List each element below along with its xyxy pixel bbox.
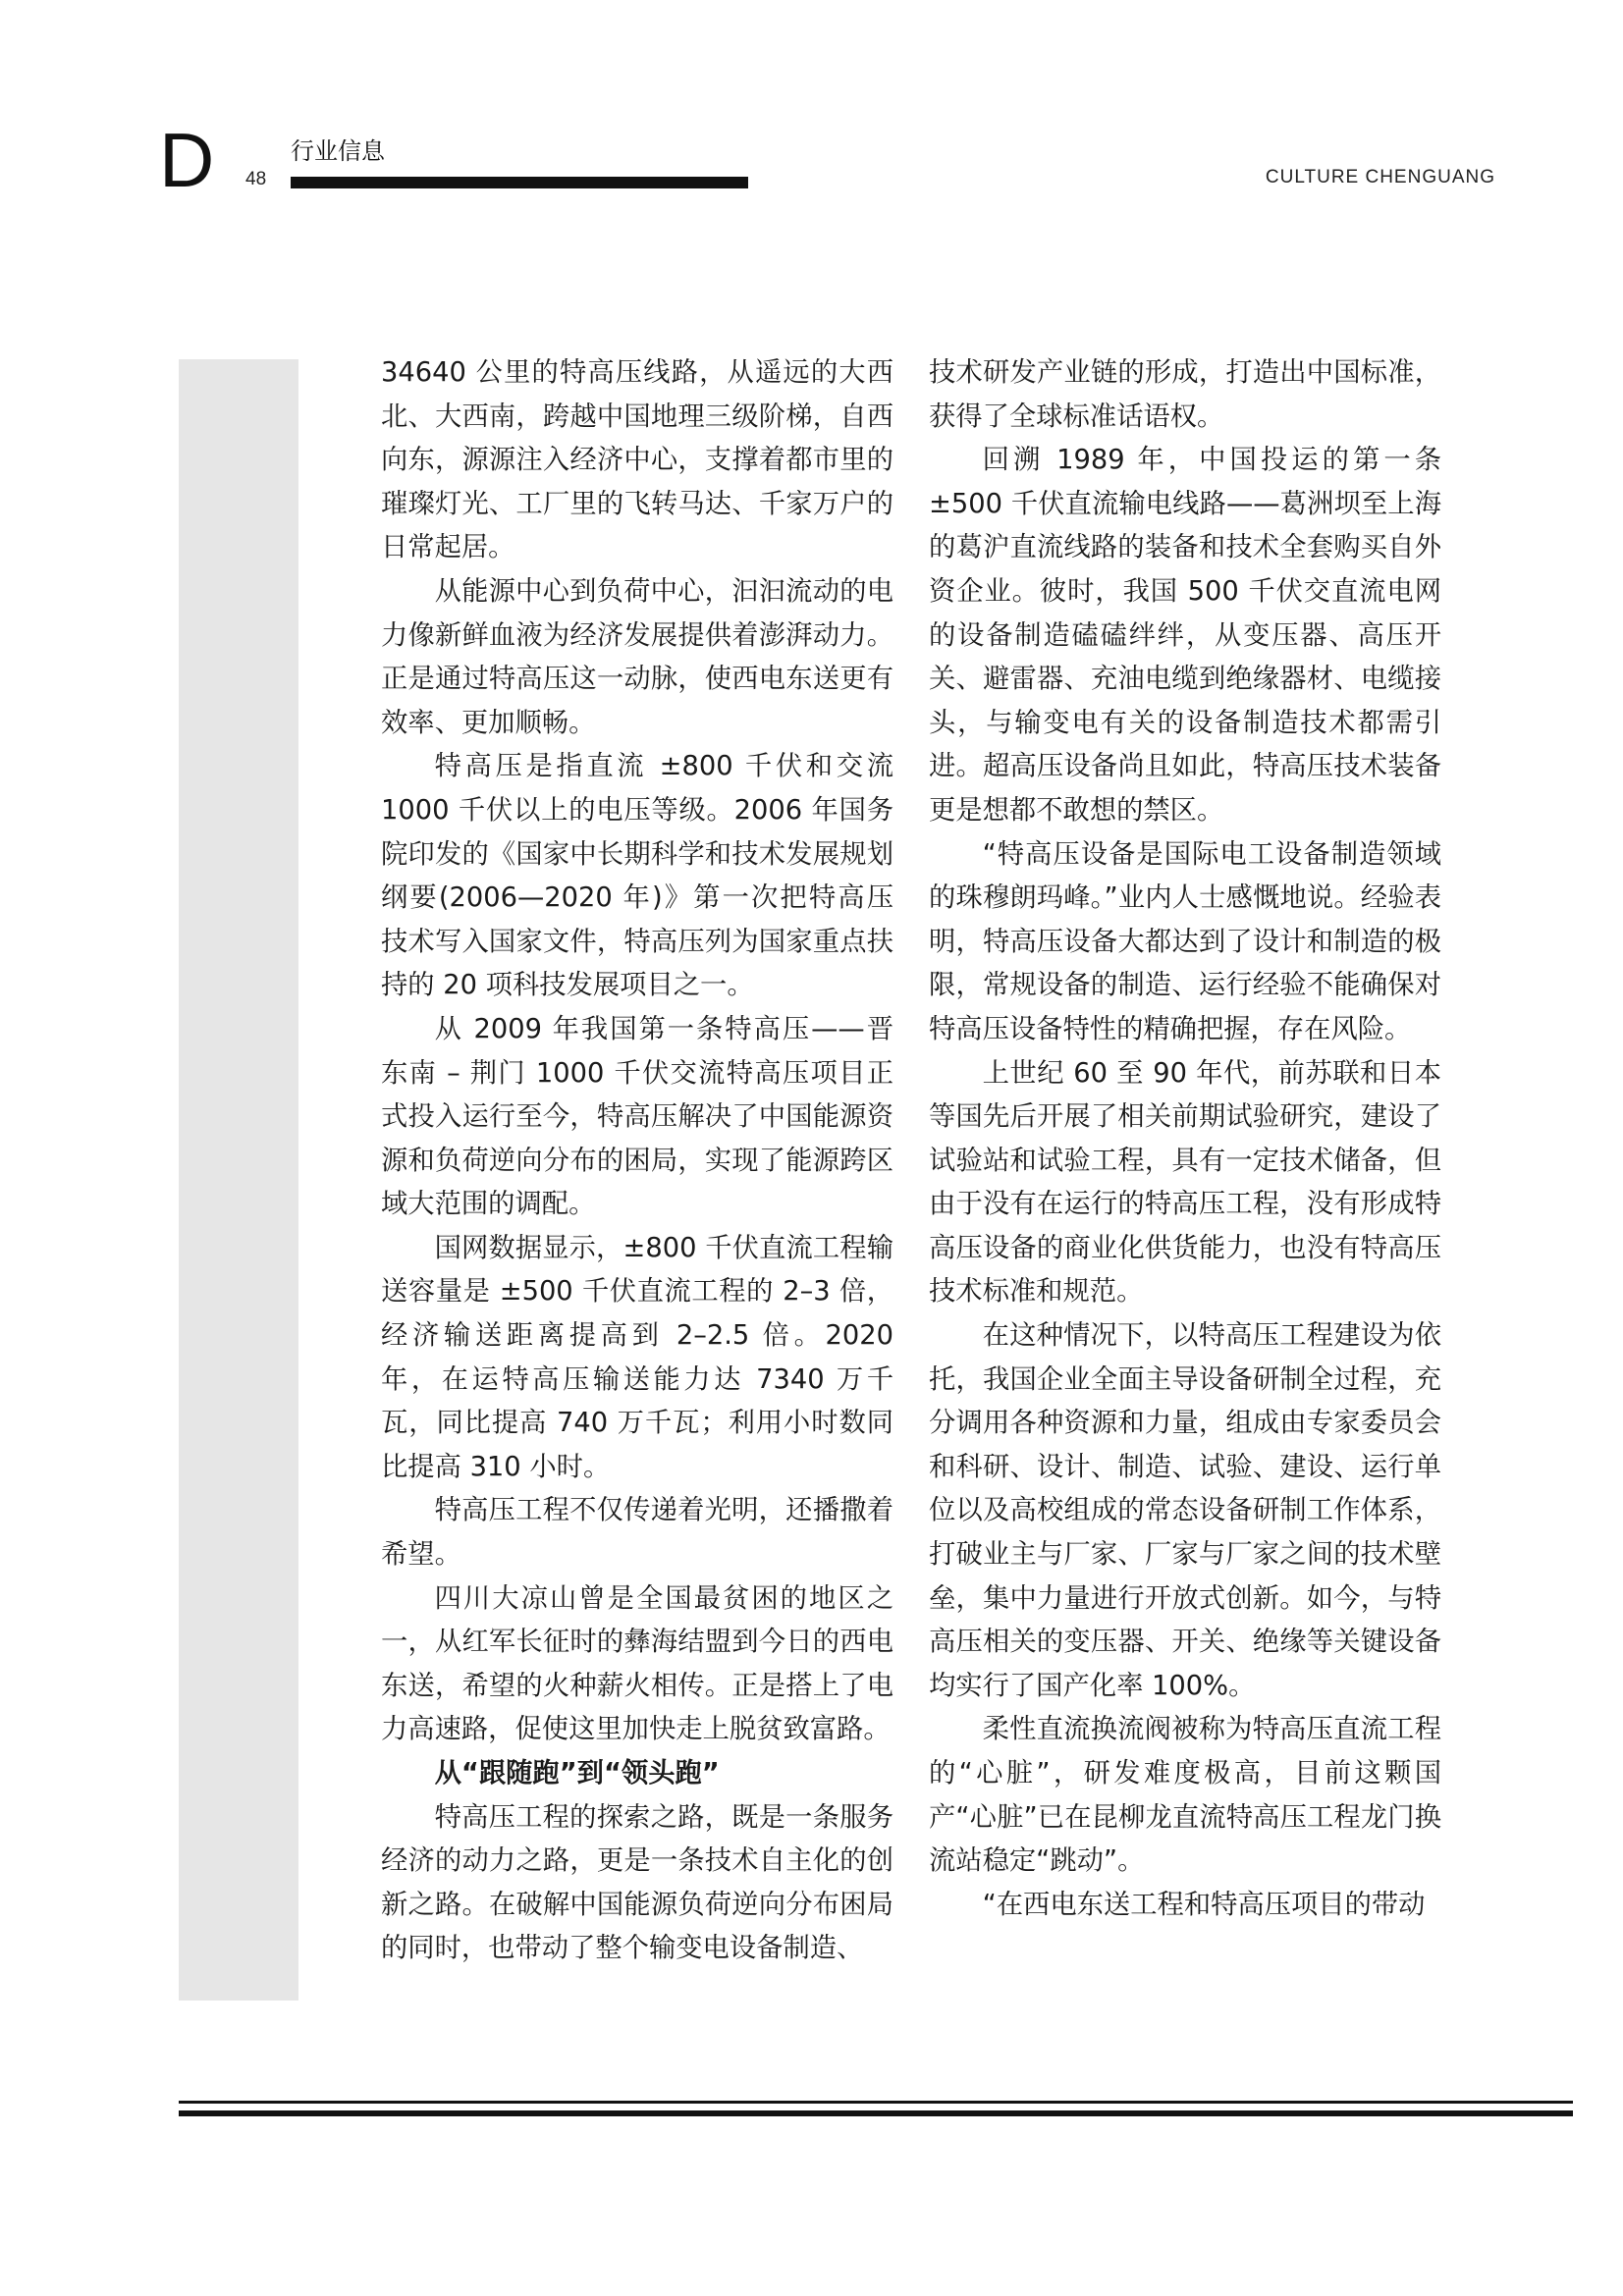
paragraph: 34640 公里的特高压线路，从遥远的大西北、大西南，跨越中国地理三级阶梯，自西向东，源源注入经济中心，支撑着都市里的璀璨灯光、工厂里的飞转马达、千家万户的日常起居。 — [381, 357, 893, 563]
paragraph: 上世纪 60 至 90 年代，前苏联和日本等国先后开展了相关前期试验研究，建设了试验站和试验工程，具有一定技术储备，但由于没有在运行的特高压工程，没有形成特高压设备的商业化供货能力，也没有特高压技术标准和规范。 — [929, 1057, 1441, 1308]
section-title: 行业信息 — [291, 137, 385, 165]
paragraph: 国网数据显示，±800 千伏直流工程输送容量是 ±500 千伏直流工程的 2–3 倍，经济输送距离提高到 2–2.5 倍。2020 年，在运特高压输送能力达 7340 万千瓦，同比提高 740 万千瓦；利用小时数同比提高 310 小时。 — [381, 1232, 893, 1482]
right-column — [929, 351, 1441, 1927]
side-decoration-strip — [179, 359, 298, 2001]
subheading: 从“跟随跑”到“领头跑” — [434, 1758, 720, 1789]
paragraph: 特高压是指直流 ±800 千伏和交流 1000 千伏以上的电压等级。2006 年国务院印发的《国家中长期科学和技术发展规划纲要(2006—2020 年)》第一次把特高压技术写入国家文件，特高压列为国家重点扶持的 20 项科技发展项目之一。 — [381, 751, 893, 1001]
paragraph: 在这种情况下，以特高压工程建设为依托，我国企业全面主导设备研制全过程，充分调用各种资源和力量，组成由专家委员会和科研、设计、制造、试验、建设、运行单位以及高校组成的常态设备研制工作体系，打破业主与厂家、厂家与厂家之间的技术壁垒，集中力量进行开放式创新。如今，与特高压相关的变压器、开关、绝缘等关键设备均实行了国产化率 100%。 — [929, 1320, 1441, 1701]
footer-rule-thin — [179, 2101, 1573, 2104]
header-rule — [291, 177, 748, 188]
paragraph: 四川大凉山曾是全国最贫困的地区之一，从红军长征时的彝海结盟到今日的西电东送，希望的火种薪火相传。正是搭上了电力高速路，促使这里加快走上脱贫致富路。 — [381, 1582, 893, 1745]
paragraph: “特高压设备是国际电工设备制造领域的珠穆朗玛峰。”业内人士感慨地说。经验表明，特高压设备大都达到了设计和制造的极限，常规设备的制造、运行经验不能确保对特高压设备特性的精确把握，存在风险。 — [929, 838, 1441, 1044]
left-column — [381, 351, 893, 1971]
paragraph: 特高压工程不仅传递着光明，还播撒着希望。 — [381, 1495, 893, 1571]
magazine-name: CULTURE CHENGUANG — [1265, 167, 1495, 187]
paragraph: 回溯 1989 年，中国投运的第一条 ±500 千伏直流输电线路——葛洲坝至上海的葛沪直流线路的装备和技术全套购买自外资企业。彼时，我国 500 千伏交直流电网的设备制造磕磕绊绊，从变压器、高压开关、避雷器、充油电缆到绝缘器材、电缆接头，与输变电有关的设备制造技术都需引进。超高压设备尚且如此，特高压技术装备更是想都不敢想的禁区。 — [929, 445, 1441, 826]
paragraph: 柔性直流换流阀被称为特高压直流工程的“心脏”，研发难度极高，目前这颗国产“心脏”已在昆柳龙直流特高压工程龙门换流站稳定“跳动”。 — [929, 1714, 1441, 1877]
paragraph: 从能源中心到负荷中心，汩汩流动的电力像新鲜血液为经济发展提供着澎湃动力。正是通过特高压这一动脉，使西电东送更有效率、更加顺畅。 — [381, 575, 893, 738]
paragraph: 技术研发产业链的形成，打造出中国标准，获得了全球标准话语权。 — [929, 357, 1441, 432]
section-letter: D — [159, 117, 215, 203]
paragraph: 从 2009 年我国第一条特高压——晋东南 – 荆门 1000 千伏交流特高压项目正式投入运行至今，特高压解决了中国能源资源和负荷逆向分布的困局，实现了能源跨区域大范围的调配。 — [381, 1013, 893, 1220]
paragraph: 特高压工程的探索之路，既是一条服务经济的动力之路，更是一条技术自主化的创新之路。在破解中国能源负荷逆向分布困局的同时，也带动了整个输变电设备制造、 — [381, 1801, 893, 1964]
footer-rule-thick — [179, 2110, 1573, 2116]
page-number: 48 — [245, 169, 267, 189]
paragraph: “在西电东送工程和特高压项目的带动 — [982, 1889, 1426, 1920]
